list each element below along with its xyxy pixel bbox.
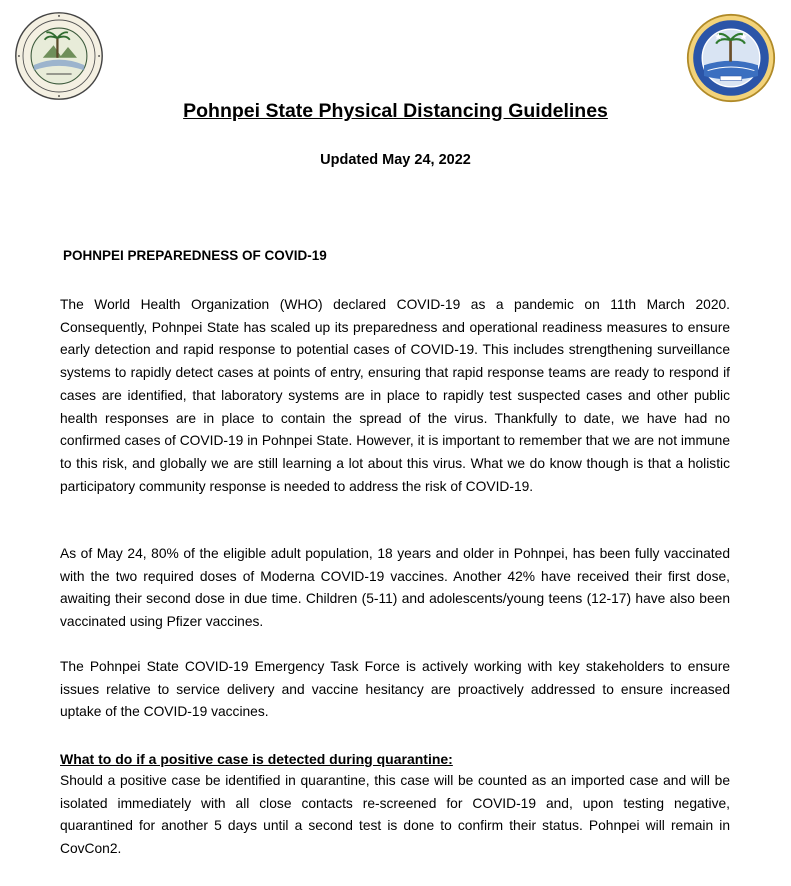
document-title: Pohnpei State Physical Distancing Guidelines <box>183 100 608 122</box>
paragraph-quarantine: Should a positive case be identified in quarantine, this case will be counted as an imported case and will be isolated immediately with all close contacts re-screened for COVID-19 and, upon testing negative, quarantined for another 5 days until a second test is done to confirm their status. Pohnpei will remain in CovCon2. <box>60 773 730 857</box>
section-heading: POHNPEI PREPAREDNESS OF COVID-19 <box>63 248 327 263</box>
paragraph-task-force: The Pohnpei State COVID-19 Emergency Task Force is actively working with key stakeholders to ensure issues relative to service delivery and vaccine hesitancy are proactively addressed to ensure increased uptake of the COVID-19 vaccines. <box>60 659 730 720</box>
paragraph-preparedness: The World Health Organization (WHO) declared COVID-19 as a pandemic on 11th March 2020. Consequently, Pohnpei State has scaled up its preparedness and operational readiness measures to ensure early detection and rapid response to potential cases of COVID-19. This includes strengthening surveillance systems to rapidly detect cases at points of entry, ensuring that rapid response teams are ready to respond if cases are identified, that laboratory systems are in place to rapidly test suspected cases and other public health responses are in place to contain the spread of the virus. Thankfully to date, we have had no confirmed cases of COVID-19 in Pohnpei State. However, it is important to remember that we are not immune to this risk, and globally we are still learning a lot about this virus. What we do know though is that a holistic participatory community response is needed to address the risk of COVID-19. <box>60 297 730 494</box>
updated-date: Updated May 24, 2022 <box>320 152 471 168</box>
fsm-government-seal-icon <box>686 13 776 103</box>
paragraph-vaccination: As of May 24, 80% of the eligible adult population, 18 years and older in Pohnpei, has been fully vaccinated with the two required doses of Moderna COVID-19 vaccines. Another 42% have received their first dose, awaiting their second dose in due time. Children (5-11) and adolescents/young teens (12-17) have also been vaccinated using Pfizer vaccines. <box>60 546 730 630</box>
quarantine-heading: What to do if a positive case is detected during quarantine: <box>60 751 453 767</box>
pohnpei-state-seal-icon <box>14 11 104 101</box>
